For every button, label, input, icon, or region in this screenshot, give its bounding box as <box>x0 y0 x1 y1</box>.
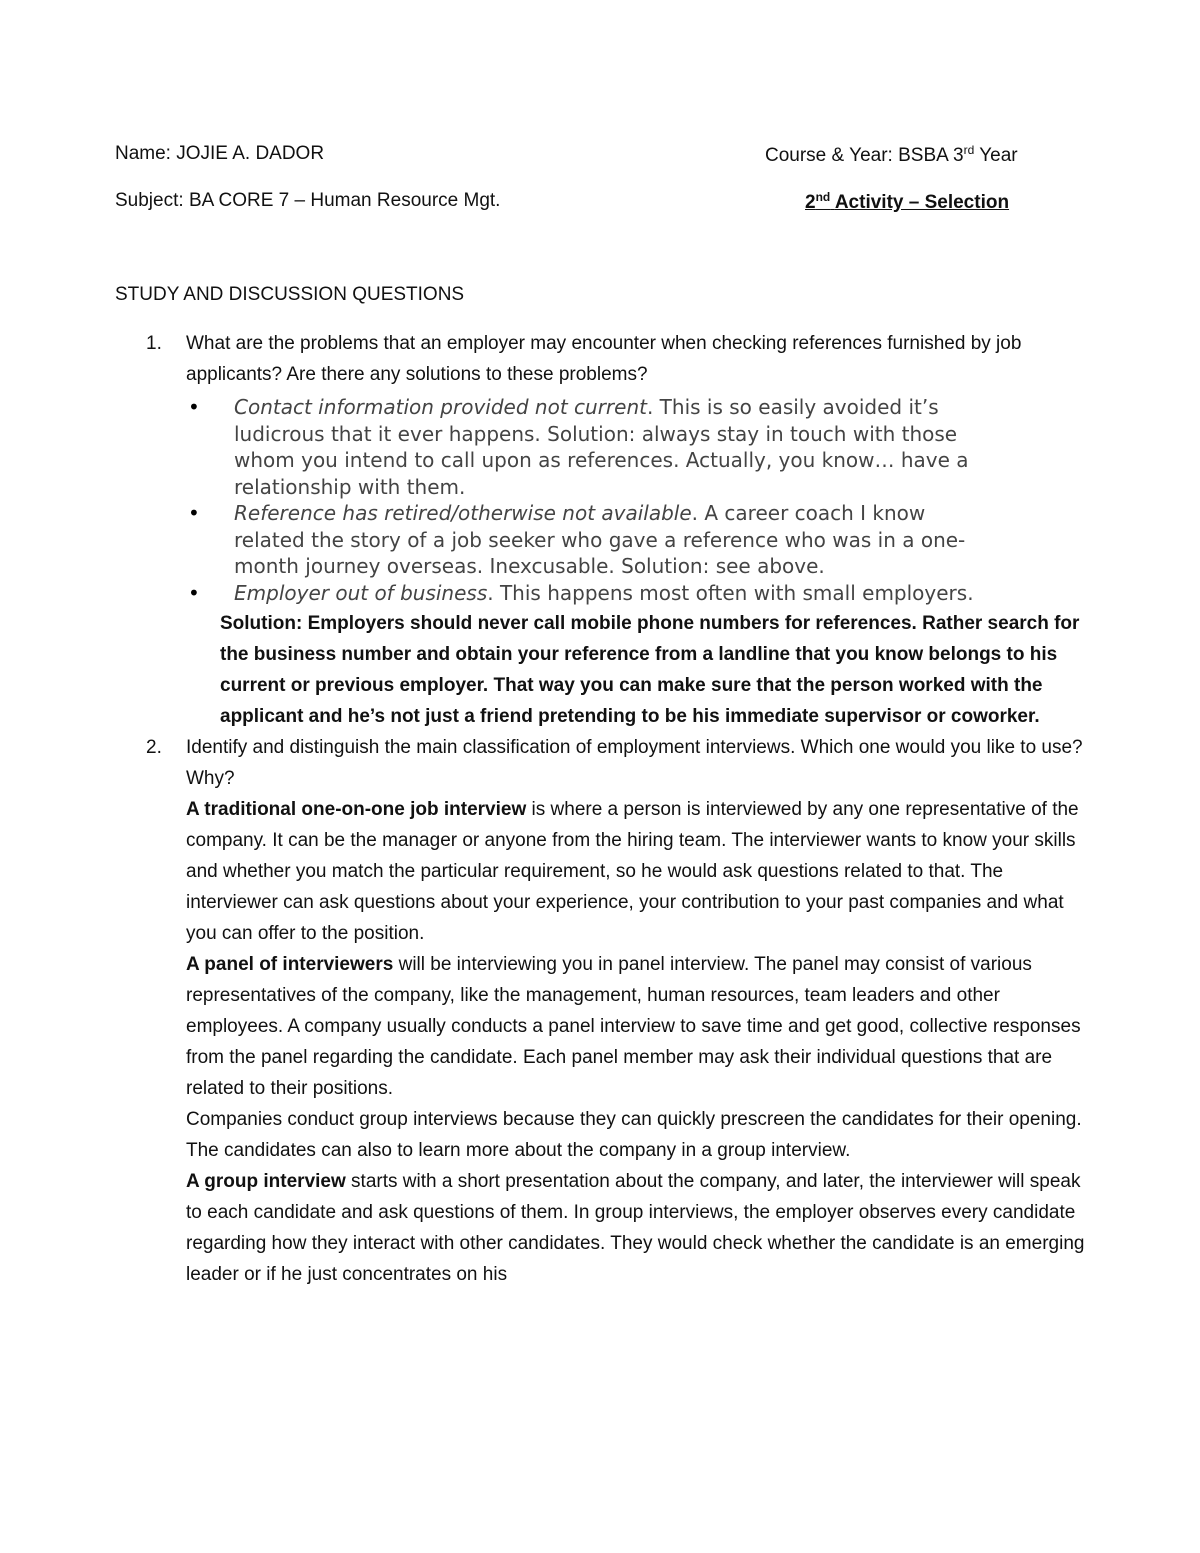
bullet-text: . A career coach I know related the story of a job seeker who gave a reference who was in a one-month journey overseas. Inexcusable. Solution: see above. <box>234 501 966 578</box>
question-body <box>186 328 1086 732</box>
answer-paragraph <box>186 794 1086 949</box>
name-field <box>115 143 324 167</box>
activity-title <box>765 190 1035 214</box>
bullet-text: . This is so easily avoided it’s ludicrous that it ever happens. Solution: always stay in touch with those whom you intend to call upon as references. Actually, you know… have a relationship with them. <box>234 395 969 499</box>
header-row-1 <box>115 143 1035 167</box>
bullet-text: . This happens most often with small employers. <box>487 580 974 605</box>
header-row-2 <box>115 190 1035 214</box>
question-body <box>186 732 1086 1290</box>
section-title: STUDY AND DISCUSSION QUESTIONS <box>115 284 465 305</box>
subject-field <box>115 190 500 214</box>
question-list <box>146 328 1086 1290</box>
answer-paragraph: Companies conduct group interviews because they can quickly prescreen the candidates for their opening. The candidates can also to learn more about the company in a group interview. <box>186 1109 1082 1161</box>
list-item <box>186 580 986 607</box>
answer-term: A group interview <box>186 1171 346 1192</box>
bullet-title: Reference has retired/otherwise not available <box>234 501 692 525</box>
subject-label: Subject: <box>115 190 184 211</box>
course-field <box>765 143 1035 167</box>
solution-paragraph: Solution: Employers should never call mobile phone numbers for references. Rather search for the business number and obtain your reference from a landline that you know belongs to his current or previous employer. That way you can make sure that the person worked with the applicant and he’s not just a friend pretending to be his immediate supervisor or coworker. <box>220 613 1080 727</box>
activity-num: 2 <box>805 192 816 213</box>
answer-term: A panel of interviewers <box>186 954 394 975</box>
course-value: BSBA 3 <box>898 145 964 166</box>
answer-paragraph <box>186 949 1086 1104</box>
answer-text: will be interviewing you in panel interview. The panel may consist of various representatives of the company, like the management, human resources, team leaders and other employees. A company usually conducts a panel interview to save time and get good, collective responses from the panel regarding the candidate. Each panel member may ask their individual questions that are related to their positions. <box>186 954 1081 1099</box>
subject-value: BA CORE 7 – Human Resource Mgt. <box>188 190 501 211</box>
answer-term: A traditional one-on-one job interview <box>186 799 527 820</box>
question-text: What are the problems that an employer may encounter when checking references furnished by job applicants? Are there any solutions to these problems? <box>186 333 1022 385</box>
activity-sup: nd <box>815 190 831 204</box>
course-label: Course & Year: <box>765 145 893 166</box>
bullet-icon: • <box>188 395 200 419</box>
answer-text: starts with a short presentation about the company, and later, the interviewer will speak to each candidate and ask questions of them. In group interviews, the employer observes every candidate regarding how they interact with other candidates. They would check whether the candidate is an emerging leader or if he just concentrates on his <box>186 1171 1085 1285</box>
answer-text: is where a person is interviewed by any one representative of the company. It can be the manager or anyone from the hiring team. The interviewer wants to know your skills and whether you match the particular requirement, so he would ask questions related to that. The interviewer can ask questions about your experience, your contribution to your past companies and what you can offer to the position. <box>186 799 1079 944</box>
course-suffix: Year <box>979 145 1018 166</box>
question-1 <box>146 328 1086 732</box>
activity-text: Activity – Selection <box>834 192 1010 213</box>
answer-paragraph <box>186 1166 1086 1290</box>
course-sup: rd <box>963 143 975 157</box>
question-text: Identify and distinguish the main classification of employment interviews. Which one would you like to use? Why? <box>186 737 1083 789</box>
question-number: 1. <box>146 333 162 354</box>
question-2 <box>146 732 1086 1290</box>
bullet-icon: • <box>188 580 200 605</box>
name-value: JOJIE A. DADOR <box>176 143 325 164</box>
bullet-list <box>186 394 986 606</box>
list-item <box>186 394 986 500</box>
name-label: Name: <box>115 143 171 164</box>
bullet-title: Contact information provided not current <box>234 395 647 419</box>
bullet-icon: • <box>188 501 200 525</box>
bullet-title: Employer out of business <box>234 580 488 605</box>
list-item <box>186 500 986 580</box>
question-number: 2. <box>146 737 162 758</box>
